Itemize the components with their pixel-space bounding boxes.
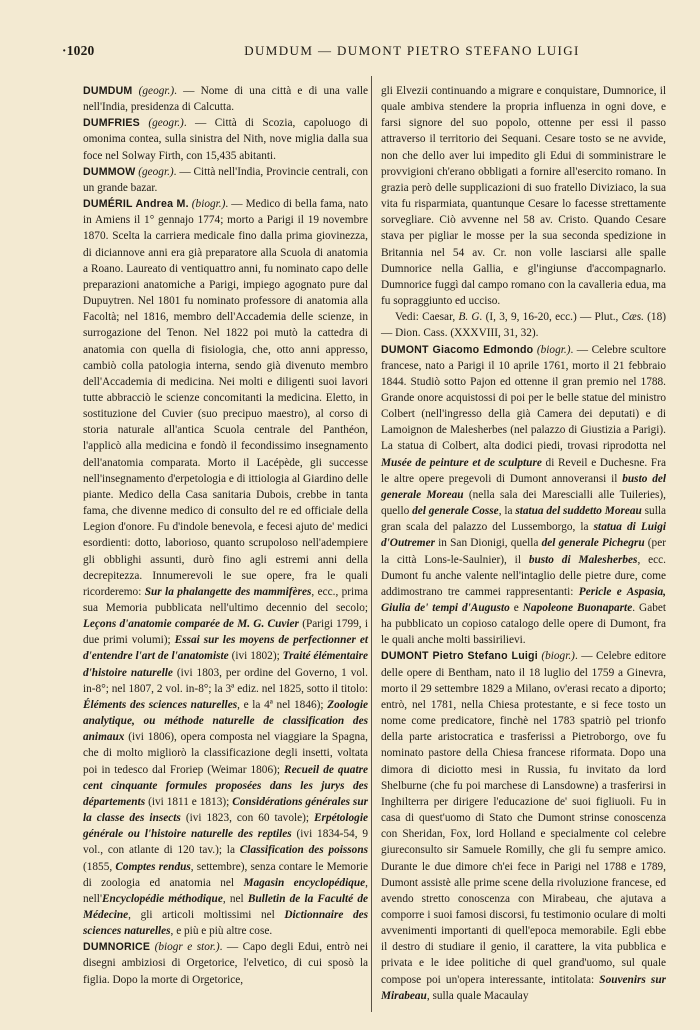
work-title: Classification des poissons: [239, 844, 368, 857]
entry-text: . — Città di Scozia, capoluogo di omonima contea, sulla sinistra del Nith, nove miglia dalla sua foce nel Solway Firth, con 15,435 abitanti.: [83, 117, 368, 162]
work-title: Napoleone Buonaparte: [522, 602, 633, 614]
entry-text: . — Celebre editore delle opere di Bentham, nato il 18 luglio del 1759 a Ginevra, morto il 29 settembre 1829 a Milano, ov'erasi recato a diporto; entrò, nel 1781, nella Chiesa protestante, e si fece tosto un nome come predicatore, finchè nel 1783 spatriò pel trionfo della parte aristocratica e trasferissi a Pietroborgo, ove fu nominato pastore della Chiesa francese riformata. Dopo una dimora di diciotto mesi in Russia, fu invitato da lord Shelburne (che fu poi marchese di Lansdowne) a trasferirsi in Inghilterra per dirigere l'educazione de' suoi figliuoli. Fu in casa di quest'uomo di Stato che Dumont strinse conoscenza con Sheridan, Fox, lord Holland e specialmente col celebre giureconsulto sir Samuele Romilly, che gli fu sempre amico. Durante le due dimore ch'ei fece in Parigi nel 1788 e 1789, Dumont assistè alle prime scene della rivoluzione francese, ed avendo stretto conoscenza con Mirabeau, che ajutava a comporre i suoi famosi discorsi, fu testimonio oculare di molti avvenimenti importanti di quell'epoca memorabile. Egli ebbe il destro di studiare il genio, il carattere, la vita pubblica e privata e le idee politiche di quel grand'uomo, sul quale compose poi un'opera interessante, intitolata:: [381, 650, 666, 986]
work-title: Sur la phalangette des mammifères: [144, 585, 312, 598]
headword: DUMONT Pietro Stefano Luigi: [381, 650, 538, 663]
entry-text: , settembre), senza contare le Memorie di zoologia ed anatomia nel: [83, 860, 368, 889]
work-title: Comptes rendus: [115, 860, 191, 873]
headword: DUMONT Giacomo Edmondo: [381, 343, 534, 356]
entry-text: , ecc., prima sua Memoria pubblicata nell'ultimo decennio del secolo;: [83, 585, 368, 614]
left-column: [83, 83, 368, 988]
entry-tag: (biogr.): [541, 650, 575, 663]
work-title: Erpétologie générale ou l'histoire naturelle des reptiles: [83, 812, 368, 841]
entry-dumdum: [83, 83, 368, 115]
entry-text: Vedi: Caesar,: [395, 311, 459, 324]
entry-dumeril: [83, 196, 368, 939]
entry-text: , gli articoli moltissimi nel: [128, 908, 285, 921]
entry-dumont-pietro: [381, 648, 666, 1003]
entry-text: (ivi 1802);: [228, 650, 283, 663]
entry-text: (Parigi 1799, i due primi volumi);: [83, 618, 368, 647]
entry-dumnorice-continued: [381, 83, 666, 309]
work-title: Dictionnaire des sciences naturelles: [83, 908, 369, 938]
entry-text: , e la 4ª nel 1846);: [237, 698, 328, 711]
entry-text: , la: [498, 505, 516, 518]
entry-text: , sulla quale Macaulay: [426, 989, 529, 1002]
headword: DUMDUM: [83, 85, 133, 97]
headword: DUMNORICE: [83, 941, 151, 954]
work-title: Magasin encyclopédique: [243, 876, 366, 889]
work-title: Pericle e Aspasia, Giulia de' tempi d'Augusto: [381, 585, 666, 614]
entry-text: (ivi 1806), opera composta nel viaggiare la Spagna, che di molto migliorò la classificazione degli insetti, voltata poi in tedesco dal Froriep (Weimar 1806);: [83, 731, 368, 776]
entry-text: , nell': [83, 876, 368, 905]
entry-dumfries: [83, 115, 368, 163]
work-title: Leçons d'anatomie comparée de M. G. Cuvier: [83, 618, 299, 631]
entry-text: (18) — Dion. Cass. (XXXVIII, 31, 32).: [381, 311, 666, 340]
entry-tag: (geogr.): [138, 165, 174, 178]
work-title: Essai sur les moyens de perfectionner et d'entendre l'art de l'anatomiste: [83, 634, 368, 663]
work-title: busto di Malesherbes: [528, 553, 638, 566]
entry-text: (nella sala dei Marescialli alle Tuileries), quello: [381, 488, 666, 518]
entry-text: , e più e più altre cose.: [170, 925, 273, 938]
entry-text: (I, 3, 9, 16-20, ecc.) — Plut.,: [482, 311, 622, 324]
right-column: [381, 83, 666, 1004]
work-title: B. G.: [458, 311, 483, 324]
work-title: Éléments des sciences naturelles: [83, 698, 238, 711]
entry-text: (1855,: [83, 860, 116, 873]
work-title: Encyclopédie méthodique: [101, 892, 223, 905]
headword: DUMMOW: [83, 165, 136, 178]
work-title: Considérations générales sur la classe des insects: [83, 795, 368, 825]
entry-text: (ivi 1823, con 60 tavole);: [180, 812, 315, 825]
work-title: Cæs.: [621, 311, 644, 324]
entry-text: in San Dionigi, quella: [434, 537, 542, 550]
entry-dumont-giacomo: [381, 342, 666, 649]
entry-dumnorice-references: [381, 309, 666, 341]
entry-text: (per la città Lons-le-Saulnier), il: [381, 537, 666, 566]
entry-tag: (biogr.): [191, 198, 226, 211]
entry-tag: (geogr.): [138, 85, 175, 97]
entry-text: sulla gran scala del palazzo del Lussemborgo, la: [381, 505, 666, 534]
entry-text: . Gabet ha pubblicato un copioso catalogo delle opere di Dumont, fra le quali anche molti bassirilievi.: [381, 602, 667, 647]
entry-text: di Reveil e Duchesne. Fra le altre opere pregevoli di Dumont annoveransi il: [381, 456, 666, 485]
running-title: DUMDUM — DUMONT PIETRO STEFANO LUIGI: [244, 43, 580, 58]
page-number: ·1020: [62, 43, 95, 58]
entry-text: . — Celebre scultore francese, nato a Parigi il 10 aprile 1761, morto il 21 febbraio 1844. Studiò sotto Pajon ed ottenne il gran premio nel 1788. Grande onore acquistossi di poi per le belle statue del ministro Colbert (nell'ingresso della già Camera dei deputati) e di Lamoignon de Malesherbes (nel palazzo di Giustizia a Parigi). La statua di Colbert, alta dodici piedi, trovasi riprodotta nel: [381, 343, 667, 453]
entry-text: (ivi 1811 e 1813);: [145, 795, 233, 808]
work-title: del generale Pichegru: [541, 537, 645, 550]
work-title: statua di Luigi d'Outremer: [381, 521, 666, 550]
work-title: busto del generale Moreau: [381, 472, 666, 501]
column-divider: [371, 76, 372, 1012]
work-title: Bulletin de la Faculté de Médecine: [83, 892, 368, 921]
entry-dummow: [83, 164, 368, 196]
work-title: Recueil de quatre cent cinquante formules proposées dans les jurys des départements: [83, 763, 369, 808]
page-header: [62, 43, 682, 65]
entry-text: (ivi 1803, per ordine del Governo, 1 vol. in-8°; nel 1807, 2 vol. in-8°; la 3ª ediz. nel 1825, sotto il titolo:: [83, 666, 368, 695]
work-title: Musée de peinture et de sculpture: [381, 456, 542, 469]
entry-text: . — Medico di bella fama, nato in Amiens il 1° gennajo 1774; morto a Parigi il 19 novembre 1870. Scelta la carriera medicale fino dalla prima giovinezza, di diciannove anni era già preparatore alla Scuola di anatomia a Roano. Laureato di ventiquattro anni, fu nominato capo delle preparazioni anatomiche a Parigi, impiego agognato pure dal Dupuytren. Nel 1801 fu nominato professore di anatomia alla Facoltà; nel 1816, membro dell'Accademia delle scienze, in surrogazione del Tenon. Nel 1822 poi mutò la cattedra di anatomia con quella di fisiologia, che, otto anni appresso, cambiò colla patologia interna, sendo già divenuto membro dell'Accademia di medicina. Nei molti e diligenti suoi lavori tutte abbracciò le scienze concomitanti la medicina. Eletto, in sostituzione del Cuvier (suo precipuo maestro), al corso di storia naturale all'antica Scuola centrale del Panthéon, l'applicò alla medicina e fondò il fecondissimo insegnamento dell'anatomia comparata. Morto il Lacépède, gli successe nell'insegnamento d'erpetologia e di ittiologia al Giardino delle piante. Medico della Casa sanitaria Dubois, crebbe in tanta fama, che divenne medico di consulto del re ed officiale della Legion d'onore. Fu d'indole benevola, e fecesi ajuto de' medici esordienti: dotto, laborioso, quanto scrupoloso nell'adempiere gli obblighi assunti, durò fino agli estremi anni della decrepitezza. Innumerevoli le sue opere, fra le quali ricorderemo:: [83, 198, 369, 598]
entry-text: , ecc. Dumont fu anche valente nell'intaglio delle pietre dure, come addimostrano tre cammei rappresentanti:: [381, 553, 667, 598]
entry-text: . — Capo degli Edui, entrò nei disegni ambiziosi di Orgetorice, l'elvetico, di cui sposò la figlia. Dopo la morte di Orgetorice,: [83, 941, 368, 986]
entry-text: . — Città nell'India, Provincie centrali, con un grande bazar.: [83, 165, 369, 194]
entry-tag: (biogr e stor.): [154, 941, 220, 954]
entry-tag: (geogr.): [148, 117, 184, 130]
entry-dumnorice: [83, 939, 368, 987]
work-title: statua del suddetto Moreau: [515, 505, 642, 518]
work-title: Souvenirs sur Mirabeau: [381, 973, 666, 1002]
headword: DUMÉRIL Andrea M.: [83, 198, 189, 211]
work-title: del generale Cosse: [412, 505, 499, 518]
entry-text: (ivi 1834-54, 9 vol., con atlante di 120 tav.); la: [83, 828, 368, 857]
entry-text: . — Nome di una città e di una valle nell'India, presidenza di Calcutta.: [83, 85, 368, 114]
entry-tag: (biogr.): [536, 343, 571, 356]
work-title: Zoologie analytique, ou méthode naturelle de classification des animaux: [83, 698, 368, 744]
work-title: Traité élémentaire d'histoire naturelle: [83, 650, 369, 679]
entry-text: e: [509, 602, 523, 614]
entry-text: , nel: [222, 892, 248, 905]
entry-text: gli Elvezii continuando a migrare e conquistare, Dumnorice, il quale ambiva stendere la propria influenza in ogni dove, e farsi signore del suo popolo, ottenne per essi il passo attraverso il territorio dei Sequani. Cesare tosto se ne avvide, non che dello aver lui impedito gli Edui di somministrare le provvigioni ch'erano obbligati a fornire all'esercito romano. In grazia però delle supplicazioni di suo fratello Diviziaco, la sua vita fu risparmiata, quantunque Cesare lo facesse strettamente sorvegliare. Ciò avvenne nel 58 av. Cristo. Quando Cesare stava per pigliar le mosse per la sua seconda spedizione in Britannia nel 54 av. Cr. non volle lasciarsi alle spalle Dumnorice nella Gallia, e gl'ingiunse d'accompagnarlo. Dumnorice fuggì dal campo romano con la cavalleria edua, ma fu sopraggiunto ed ucciso.: [381, 85, 666, 308]
headword: DUMFRIES: [83, 117, 140, 130]
